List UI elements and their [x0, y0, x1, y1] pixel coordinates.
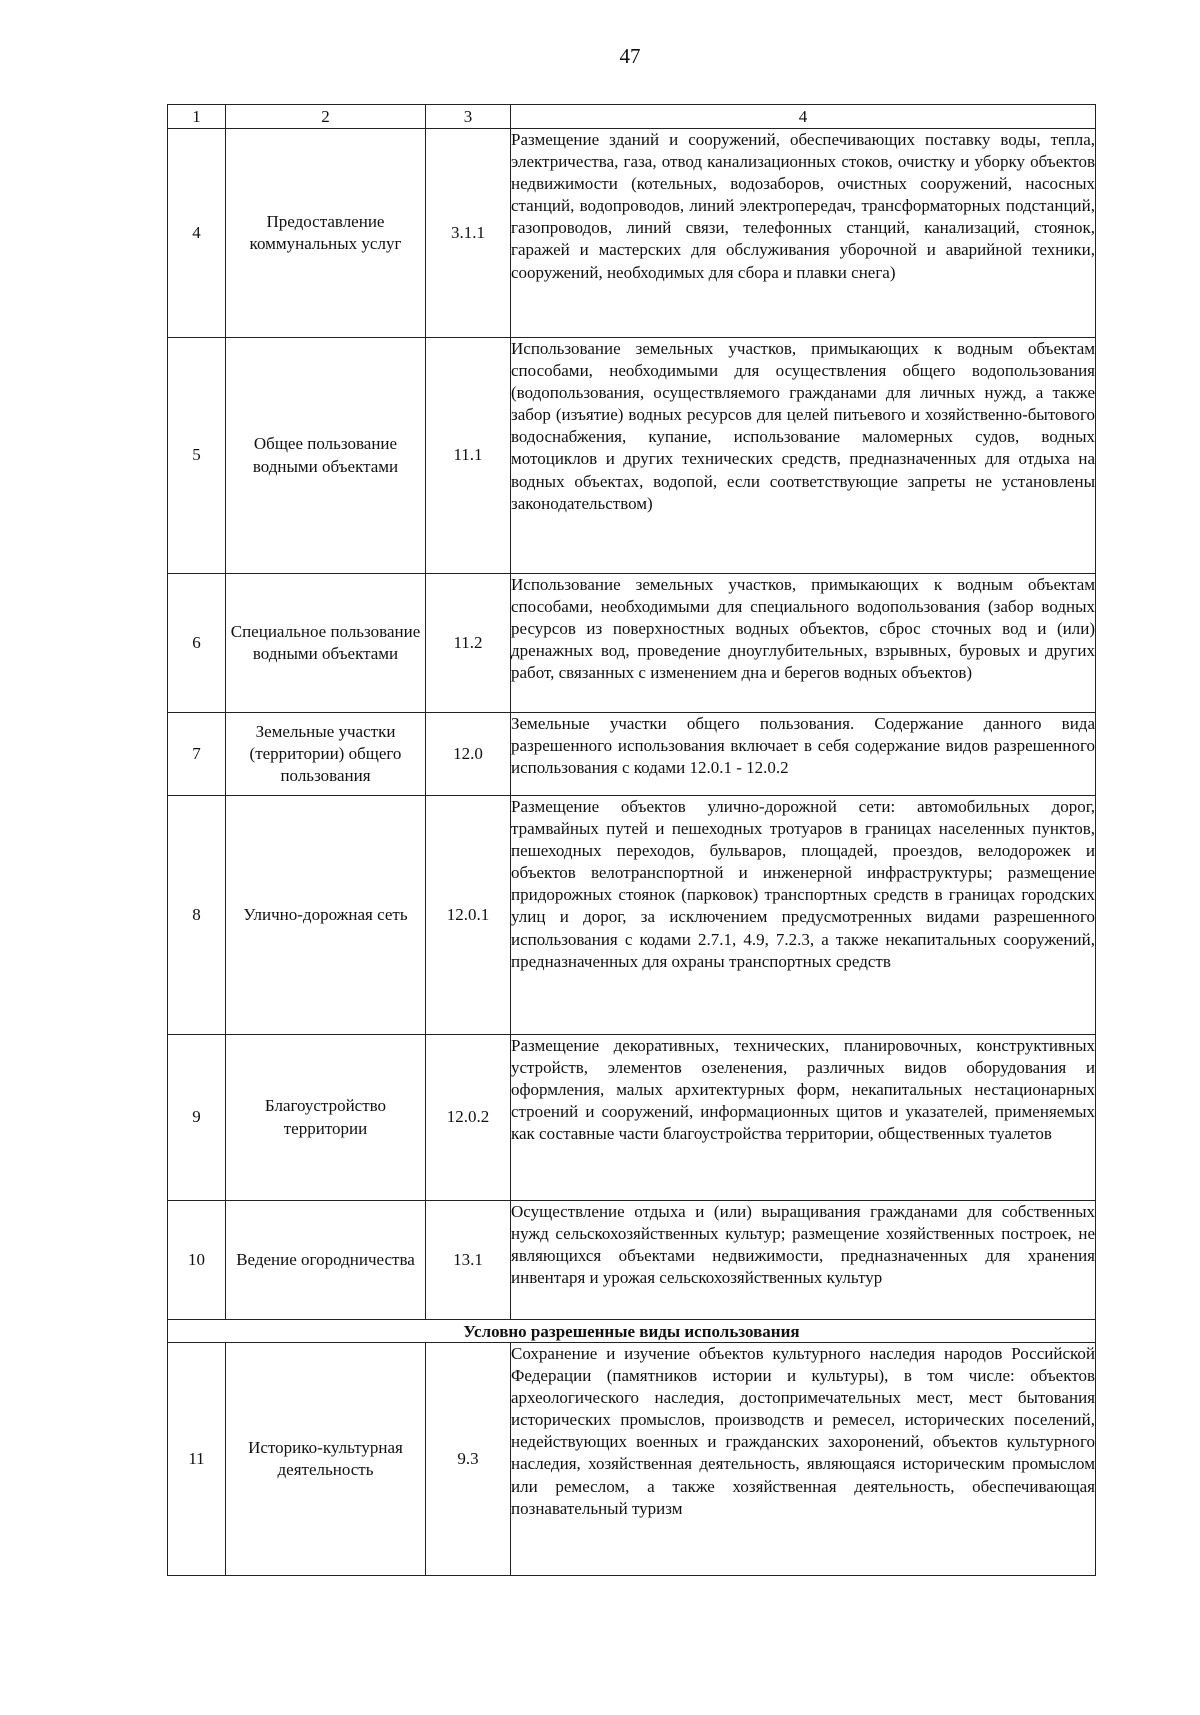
row-number: 4	[168, 129, 226, 338]
table-row	[168, 1201, 1096, 1320]
page-number: 47	[619, 44, 641, 68]
table-row	[168, 1035, 1096, 1201]
header-col-4: 4	[511, 105, 1096, 129]
header-col-2: 2	[226, 105, 426, 129]
use-type-code: 13.1	[426, 1201, 511, 1320]
table-row	[168, 796, 1096, 1035]
row-number: 8	[168, 796, 226, 1035]
land-use-table	[167, 104, 1096, 1576]
row-number: 7	[168, 713, 226, 796]
use-type-name: Предоставление коммунальных услуг	[226, 129, 426, 338]
use-type-description: Осуществление отдыха и (или) выращивания гражданами для собственных нужд сельскохозяйственных культур; размещение хозяйственных построек, не являющихся объектами недвижимости, предназначенных для хранения инвентаря и урожая сельскохозяйственных культур	[511, 1201, 1096, 1320]
use-type-description: Размещение объектов улично-дорожной сети: автомобильных дорог, трамвайных путей и пешеходных тротуаров в границах населенных пунктов, пешеходных переходов, бульваров, площадей, проездов, велодорожек и объектов велотранспортной и инженерной инфраструктуры; размещение придорожных стоянок (парковок) транспортных средств в границах городских улиц и дорог, за исключением предусмотренных видами разрешенного использования с кодами 2.7.1, 4.9, 7.2.3, а также некапитальных сооружений, предназначенных для охраны транспортных средств	[511, 796, 1096, 1035]
use-type-code: 12.0	[426, 713, 511, 796]
use-type-name: Благоустройство территории	[226, 1035, 426, 1201]
column-number-header-row	[168, 105, 1096, 129]
use-type-description: Размещение зданий и сооружений, обеспечивающих поставку воды, тепла, электричества, газа, отвод канализационных стоков, очистку и уборку объектов недвижимости (котельных, водозаборов, очистных сооружений, насосных станций, водопроводов, линий электропередач, трансформаторных подстанций, газопроводов, линий связи, телефонных станций, канализаций, стоянок, гаражей и мастерских для обслуживания уборочной и аварийной техники, сооружений, необходимых для сбора и плавки снега)	[511, 129, 1096, 338]
header-col-1: 1	[168, 105, 226, 129]
table-row	[168, 1343, 1096, 1576]
header-col-3: 3	[426, 105, 511, 129]
use-type-code: 12.0.2	[426, 1035, 511, 1201]
use-type-code: 9.3	[426, 1343, 511, 1576]
row-number: 5	[168, 338, 226, 574]
table-row	[168, 574, 1096, 713]
row-number: 6	[168, 574, 226, 713]
table-row	[168, 713, 1096, 796]
use-type-name: Общее пользование водными объектами	[226, 338, 426, 574]
section-title: Условно разрешенные виды использования	[168, 1320, 1096, 1343]
row-number: 10	[168, 1201, 226, 1320]
use-type-code: 11.1	[426, 338, 511, 574]
use-type-name: Специальное пользование водными объектами	[226, 574, 426, 713]
use-type-description: Использование земельных участков, примыкающих к водным объектам способами, необходимыми для осуществления общего водопользования (водопользования, осуществляемого гражданами для личных нужд, а также забор (изъятие) водных ресурсов для целей питьевого и хозяйственно-бытового водоснабжения, купание, использование маломерных судов, водных мотоциклов и других технических средств, предназначенных для отдыха на водных объектах, водопой, если соответствующие запреты не установлены законодательством)	[511, 338, 1096, 574]
use-type-code: 3.1.1	[426, 129, 511, 338]
row-number: 9	[168, 1035, 226, 1201]
use-type-description: Земельные участки общего пользования. Содержание данного вида разрешенного использования включает в себя содержание видов разрешенного использования с кодами 12.0.1 - 12.0.2	[511, 713, 1096, 796]
section-header-row	[168, 1320, 1096, 1343]
table-row	[168, 129, 1096, 338]
use-type-description: Размещение декоративных, технических, планировочных, конструктивных устройств, элементов озеленения, различных видов оборудования и оформления, малых архитектурных форм, некапитальных нестационарных строений и сооружений, информационных щитов и указателей, применяемых как составные части благоустройства территории, общественных туалетов	[511, 1035, 1096, 1201]
row-number: 11	[168, 1343, 226, 1576]
use-type-code: 12.0.1	[426, 796, 511, 1035]
use-type-name: Земельные участки (территории) общего пользования	[226, 713, 426, 796]
use-type-name: Ведение огородничества	[226, 1201, 426, 1320]
use-type-name: Улично-дорожная сеть	[226, 796, 426, 1035]
use-type-description: Использование земельных участков, примыкающих к водным объектам способами, необходимыми для специального водопользования (забор водных ресурсов из поверхностных водных объектов, сброс сточных вод и (или) дренажных вод, проведение дноуглубительных, взрывных, буровых и других работ, связанных с изменением дна и берегов водных объектов)	[511, 574, 1096, 713]
use-type-code: 11.2	[426, 574, 511, 713]
table-row	[168, 338, 1096, 574]
use-type-description: Сохранение и изучение объектов культурного наследия народов Российской Федерации (памятников истории и культуры), в том числе: объектов археологического наследия, достопримечательных мест, мест бытования исторических промыслов, производств и ремесел, исторических поселений, недействующих военных и гражданских захоронений, объектов культурного наследия, хозяйственная деятельность, являющаяся историческим промыслом или ремеслом, а также хозяйственная деятельность, обеспечивающая познавательный туризм	[511, 1343, 1096, 1576]
use-type-name: Историко-культурная деятельность	[226, 1343, 426, 1576]
